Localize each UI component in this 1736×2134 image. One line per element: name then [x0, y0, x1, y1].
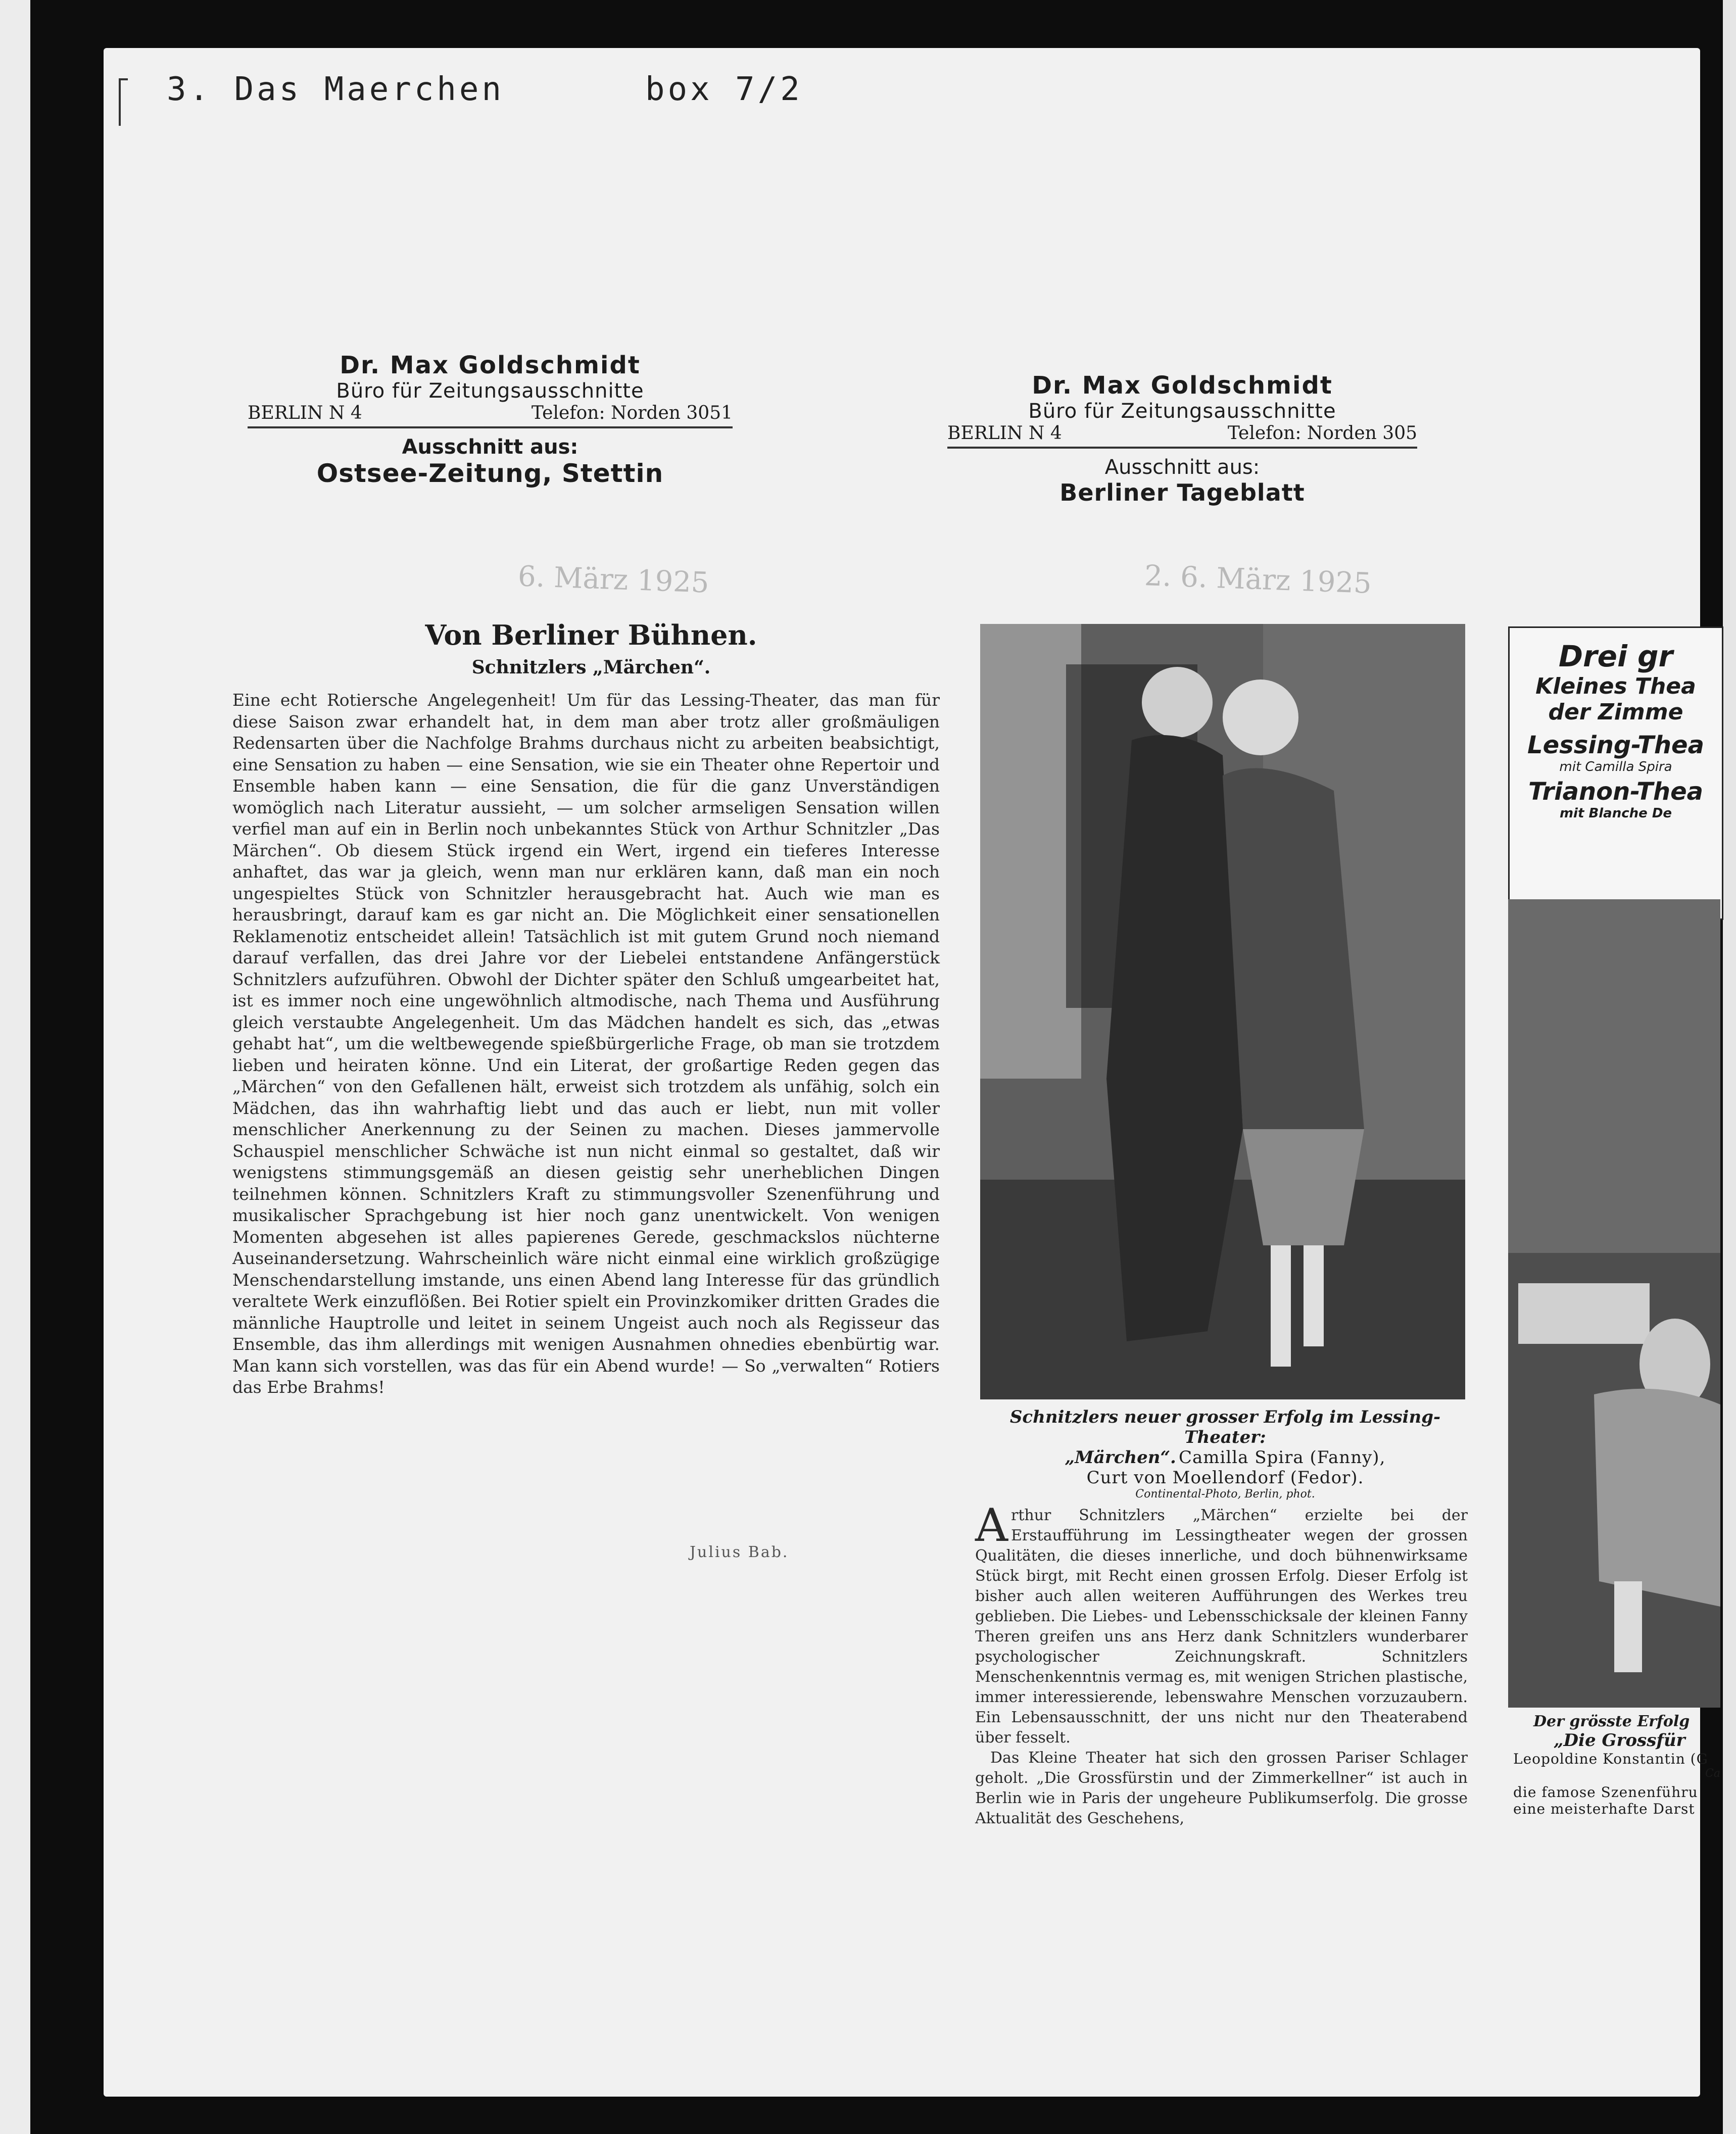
article-title: Von Berliner Bühnen. — [425, 619, 757, 651]
caption-play-title: „Märchen“. — [1065, 1447, 1176, 1468]
agency-subtitle: Büro für Zeitungsausschnitte — [336, 379, 644, 403]
caption-line — [973, 1447, 1478, 1468]
archive-sheet — [104, 48, 1720, 2097]
date-stamp: 2. 6. März 1925 — [1144, 559, 1372, 600]
caption-headline: Schnitzlers neuer grosser Erfolg im Lessing-Theater: — [1009, 1407, 1441, 1447]
second-text-line-1: die famose Szenenführu — [1513, 1784, 1698, 1801]
folder-title: 3. Das Maerchen — [167, 71, 504, 108]
photo-illustration — [980, 624, 1465, 1399]
agency-name: Dr. Max Goldschmidt — [340, 351, 641, 379]
masthead-rule — [248, 426, 733, 428]
margin-bracket — [119, 78, 128, 126]
second-caption-headline: Der grösste Erfolg — [1533, 1713, 1690, 1730]
agency-city: BERLIN N 4 — [947, 423, 1062, 444]
adjacent-page-edge-right — [1723, 0, 1736, 2134]
second-caption-cast: Leopoldine Konstantin (G — [1513, 1751, 1708, 1767]
article-signature: Julius Bab. — [690, 1543, 789, 1561]
newspaper-name: Berliner Tageblatt — [1059, 479, 1305, 506]
photo-credit: Continental-Photo, Berlin, phot. — [1135, 1488, 1315, 1500]
second-photo-caption — [1513, 1713, 1720, 1817]
caption-cast-1: Camilla Spira (Fanny), — [1179, 1447, 1386, 1468]
article-body: Eine echt Rotiersche Angelegenheit! Um für das Lessing-Theater, das man für diese Saison zwar erhandelt hat, in dem man aber trotz aller großmäuligen Redensarten über die Nachfolge Brahms durchaus nicht zu arbeiten beabsichtigt, eine Sensation zu haben — eine Sensation, wie sie ein Theater ohne Repertoir und Ensemble haben kann — eine Sensation, die für die ganz Unverständigen womöglich nach Literatur aussieht, — um solcher armseligen Sensation willen verfiel man auf ein in Berlin noch unbekanntes Stück von Arthur Schnitzler „Das Märchen“. Ob diesem Stück irgend ein Wert, irgend ein tieferes Interesse anhaftet, das war ja gleich, wenn man nur erklären kann, daß man ein noch ungespieltes Stück von Schnitzler herausgebracht hat. Auch wie man es herausbringt, darauf kam es gar nicht an. Die Möglichkeit einer sensationellen Reklamenotiz entscheidet allein! Tatsächlich ist mit gutem Grund noch niemand darauf verfallen, das drei Jahre vor der Liebelei entstandene Anfängerstück Schnitzlers aufzuführen. Obwohl der Dichter später den Schluß umgearbeitet hat, ist es immer noch eine ungewöhnlich altmodische, nach Thema und Ausführung gleich verstaubte Angelegenheit. Um das Mädchen handelt es sich, das „etwas gehabt hat“, um die weltbewegende spießbürgerliche Frage, ob man sie trotzdem lieben und heiraten könne. Und ein Literat, der großartige Reden gegen das „Märchen“ von den Gefallenen hält, erweist sich trotzdem als unfähig, solch ein Mädchen, das ihn wahrhaftig liebt und das auch er liebt, nun mit voller menschlicher Anerkennung zu der Seinen zu machen. Dieses jammervolle Schauspiel menschlicher Schwäche ist nun nicht einmal so gestaltet, daß wir wenigstens stimmungsgemäß an diesen geistig sehr unerheblichen Dingen teilnehmen können. Schnitzlers Kraft zu stimmungsvoller Szenenführung und musikalischer Sprachgebung ist hier noch ganz unentwickelt. Von wenigen Momenten abgesehen ist alles papierenes Gerede, geschmackslos nüchterne Auseinandersetzung. Wahrscheinlich wäre nicht einmal eine wirklich großzügige Menschendarstellung imstande, uns einen Abend lang Interesse für das gründlich veraltete Werk einzuflößen. Bei Rotier spielt ein Provinzkomiker dritten Grades die männliche Hauptrolle und leitet in seinem Ungeist auch noch als Regisseur das Ensemble, das ihm allerdings mit wenigen Ausnahmen ohnedies ebenbürtig war. Man kann sich vorstellen, was das für ein Abend wurde! — So „verwalten“ Rotiers das Erbe Brahms! — [232, 690, 940, 1397]
newspaper-name: Ostsee-Zeitung, Stettin — [316, 459, 664, 488]
date-stamp: 6. März 1925 — [517, 560, 710, 600]
excerpt-label: Ausschnitt aus: — [402, 435, 578, 459]
excerpt-label: Ausschnitt aus: — [1104, 456, 1260, 479]
agency-city: BERLIN N 4 — [248, 403, 362, 423]
agency-phone: Telefon: Norden 3051 — [531, 403, 733, 423]
folder-header — [167, 71, 803, 108]
photo-caption — [973, 1407, 1478, 1500]
ad-line-7: mit Blanche De — [1559, 806, 1672, 821]
masthead-rule — [947, 447, 1417, 449]
second-photo-credit: Ca — [1705, 1767, 1720, 1780]
ad-line-5: mit Camilla Spira — [1559, 759, 1672, 774]
left-masthead — [248, 351, 733, 488]
ad-line-4: Lessing-Thea — [1527, 731, 1704, 759]
agency-address-row — [947, 423, 1417, 444]
ad-line-6: Trianon-Thea — [1528, 778, 1704, 806]
ad-line-2: Kleines Thea — [1535, 673, 1696, 699]
agency-name: Dr. Max Goldschmidt — [1032, 371, 1333, 400]
second-text-line-2: eine meisterhafte Darst — [1513, 1801, 1695, 1817]
theater-ad-box — [1508, 626, 1723, 920]
caption-cast-2: Curt von Moellendorf (Fedor). — [1086, 1468, 1364, 1488]
agency-address-row — [248, 403, 733, 423]
adjacent-page-edge-left — [0, 0, 30, 2134]
ad-line-3: der Zimme — [1548, 699, 1683, 725]
second-caption-title: „Die Grossfür — [1554, 1730, 1685, 1751]
theater-photo — [980, 624, 1465, 1399]
agency-subtitle: Büro für Zeitungsausschnitte — [1028, 400, 1336, 423]
second-photo — [1508, 899, 1720, 1708]
right-article-body — [975, 1499, 1468, 1827]
agency-phone: Telefon: Norden 305 — [1227, 423, 1417, 444]
drop-cap: A — [975, 1499, 1008, 1552]
second-photo-illustration — [1508, 899, 1720, 1708]
article-subtitle: Schnitzlers „Märchen“. — [471, 657, 711, 678]
box-number: box 7/2 — [645, 71, 803, 108]
right-masthead — [947, 371, 1417, 506]
paragraph-1: rthur Schnitzlers „Märchen“ erzielte bei der Erstaufführung im Lessingtheater wegen der grossen Qualitäten, die dieses innerliche, und doch bühnenwirksame Stück birgt, mit Recht einen grossen Erfolg. Dieser Erfolg ist bisher auch allen weiteren Aufführungen des Werkes treu geblieben. Die Liebes- und Lebensschicksale der kleinen Fanny Theren greifen uns ans Herz dank Schnitzlers wunderbarer psychologischer Zeichnungskraft. Schnitzlers Menschenkenntnis vermag es, mit wenigen Strichen plastische, immer interessierende, lebenswahre Menschen vorzuzaubern. Ein Lebensausschnitt, der uns nicht nur den Theaterabend über fesselt. — [975, 1507, 1468, 1747]
paragraph-2: Das Kleine Theater hat sich den grossen Pariser Schlager geholt. „Die Grossfürstin und der Zimmerkellner“ ist auch in Berlin wie in Paris der ungeheure Publikumserfolg. Die grosse Aktualität des Geschehens, — [975, 1749, 1468, 1827]
ad-line-1: Drei gr — [1558, 639, 1673, 673]
